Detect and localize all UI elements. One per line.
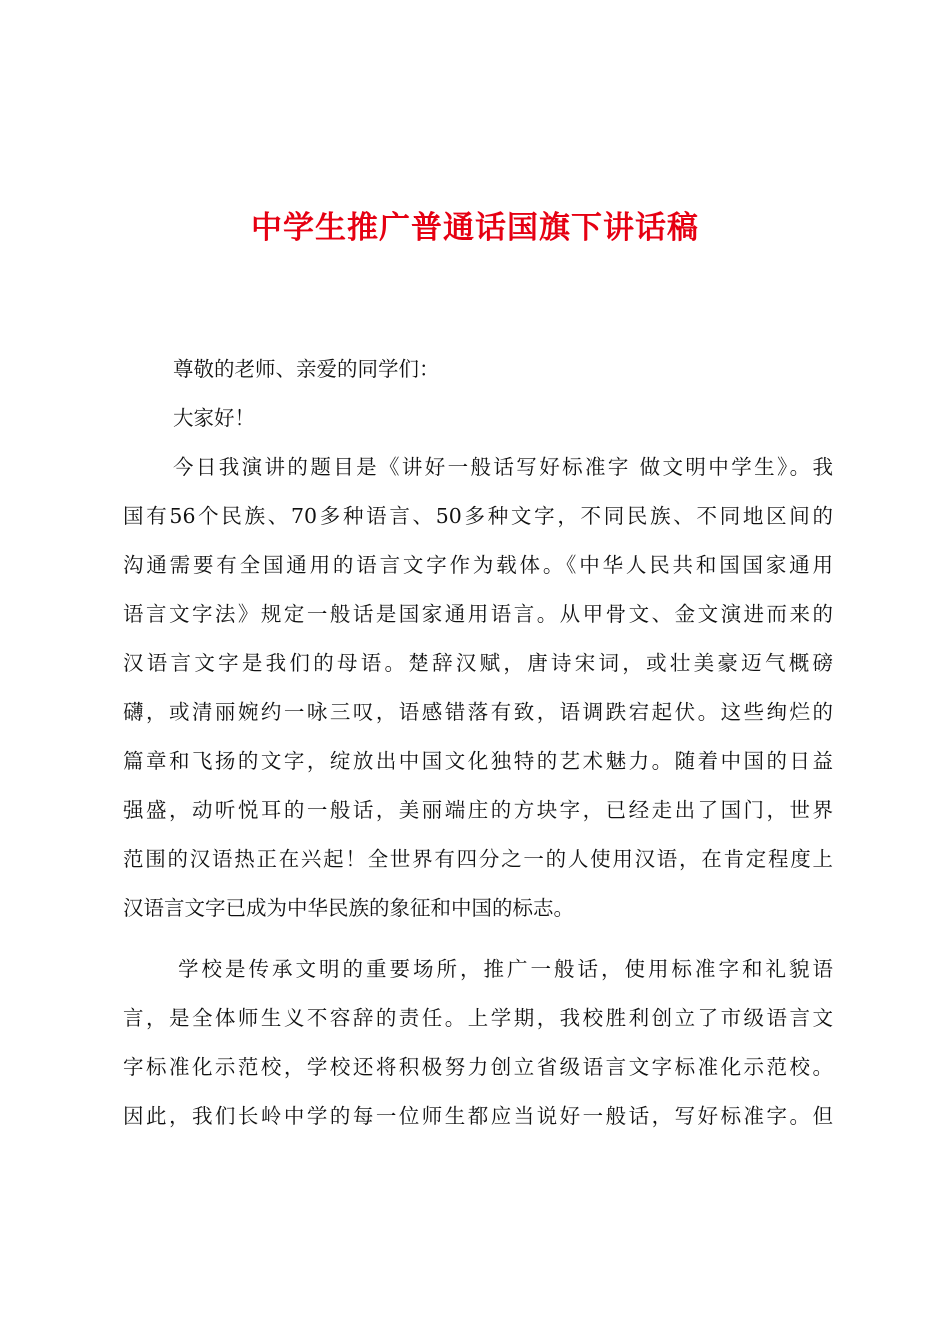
paragraph-line: 篇章和飞扬的文字，绽放出中国文化独特的艺术魅力。随着中国的日益 [123,749,833,773]
paragraph-line: 强盛，动听悦耳的一般话，美丽端庄的方块字，已经走出了国门，世界 [123,798,833,822]
paragraph-line: 范围的汉语热正在兴起！全世界有四分之一的人使用汉语，在肯定程度上 [123,847,833,871]
paragraph-line: 礴，或清丽婉约一咏三叹，语感错落有致，语调跌宕起伏。这些绚烂的 [123,700,833,724]
paragraph-line: 学校是传承文明的重要场所，推广一般话，使用标准字和礼貌语 [178,957,833,981]
paragraph-line: 言，是全体师生义不容辞的责任。上学期，我校胜利创立了市级语言文 [123,1006,833,1030]
paragraph-2 [123,945,833,1141]
paragraph-line: 沟通需要有全国通用的语言文字作为载体。《中华人民共和国国家通用 [123,553,833,577]
salutation: 尊敬的老师、亲爱的同学们： [173,357,440,381]
paragraph-line: 国有56个民族、70多种语言、50多种文字，不同民族、不同地区间的 [123,504,833,528]
paragraph-line: 语言文字法》规定一般话是国家通用语言。从甲骨文、金文演进而来的 [123,602,833,626]
document-body [123,345,833,1141]
paragraph-1 [123,443,833,933]
paragraph-line: 字标准化示范校，学校还将积极努力创立省级语言文字标准化示范校。 [123,1055,833,1079]
paragraph-line: 因此，我们长岭中学的每一位师生都应当说好一般话，写好标准字。但 [123,1104,833,1128]
document-title: 中学生推广普通话国旗下讲话稿 [251,210,699,246]
greeting: 大家好！ [173,406,255,430]
paragraph-line: 汉语言文字是我们的母语。楚辞汉赋，唐诗宋词，或壮美豪迈气概磅 [123,651,833,675]
paragraph-gap [123,933,833,945]
paragraph-line: 今日我演讲的题目是《讲好一般话写好标准字 做文明中学生》。我 [173,455,833,479]
paragraph-line: 汉语言文字已成为中华民族的象征和中国的标志。 [123,896,574,920]
